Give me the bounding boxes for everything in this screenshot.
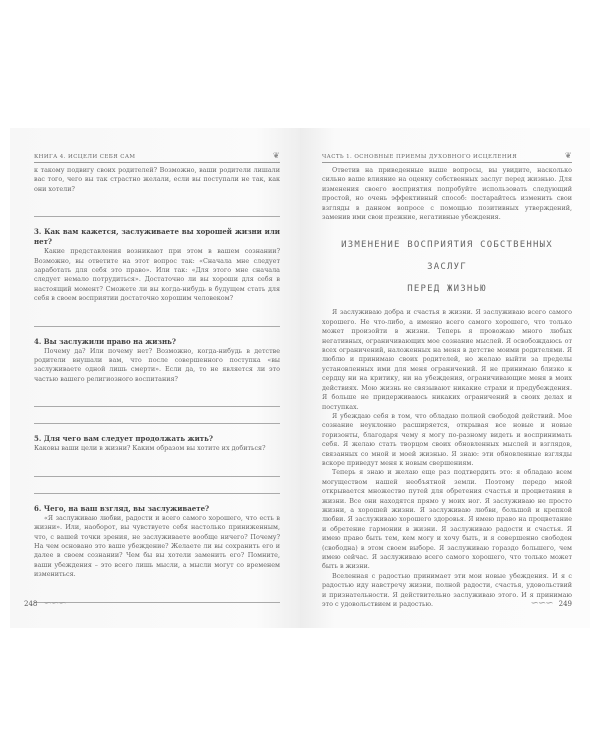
book-spread [10, 128, 590, 628]
answer-line [34, 384, 280, 407]
intro-paragraph: к такому подвигу своих родителей? Возможно, ваши родители лишали вас того, чего вы так страстно желали, если вы поступали не так, как они хотели? [34, 166, 280, 193]
answer-line [34, 407, 280, 424]
question-3-text: Какие представления возникают при этом в вашем сознании? Возможно, вы ответите на этот вопрос так: «Сначала мне следует заработать для себя это право». Или так: «Для этого мне сначала следует немало потрудиться». Достаточно ли вы хороши для себя в настоящий момент? Сможете ли вы когда-нибудь в будущем стать для себя в своем восприятии достаточно хорошим человеком? [34, 247, 280, 303]
affirmation-paragraph: Я убеждаю себя в том, что обладаю полной свободой действий. Мое сознание неуклонно расширяется, открывая все новые и новые горизонты, благодаря чему я могу по-разному видеть и воспринимать себя. Я желаю стать творцом своих обновленных мыслей и взглядов, связанных со мной и моей жизнью. Я знаю: эти обновленные взгляды вскоре приведут меня к новым свершениям. [322, 411, 572, 467]
page-footer-right [530, 598, 572, 609]
page-number: 249 [558, 599, 572, 608]
running-head-text: КНИГА 4. ИСЦЕЛИ СЕБЯ САМ [34, 154, 136, 160]
question-3-title: 3. Как вам кажется, заслуживаете вы хорошей жизни или нет? [34, 227, 280, 247]
question-6-title: 6. Чего, на ваш взгляд, вы заслуживаете? [34, 503, 210, 513]
question-4-title: 4. Вы заслужили право на жизнь? [34, 336, 176, 346]
running-head-left [34, 148, 280, 163]
flourish-ornament-icon: ∽∽∽ [530, 598, 553, 609]
question-5-title: 5. Для чего вам следует продолжать жить? [34, 434, 213, 444]
affirmation-paragraph: Я заслуживаю добра и счастья в жизни. Я заслуживаю всего самого хорошего. Не что-либо, а именно всего самого хорошего, что только может произойти в жизни. Теперь я провожаю много любых негативных, ограничивающих мое сознание мыслей. Я освобождаюсь от всех ограничений, наложенных на меня в детстве моими родителями. Я люблю и принимаю своих родителей, но желаю выйти за пределы установленных ими для меня ограничений. Я не принимаю близко к сердцу ни на критику, ни на убеждения, ограничивающие меня в моих действиях. Мою жизнь не связывают никакие страхи и предубеждения. Я больше не придерживаюсь никаких ограничений в своих делах и поступках. [322, 308, 572, 411]
question-4-text: Почему да? Или почему нет? Возможно, когда-нибудь в детстве родители внушали вам, что после совершенного поступка «вы заслуживаете одной лишь смерти». Если да, то не является ли это частью вашего религиозного воспитания? [34, 346, 280, 383]
right-page-body [322, 166, 572, 609]
intro-paragraph: Ответив на приведенные выше вопросы, вы увидите, насколько сильно ваше влияние на оценку собственных заслуг перед жизнью. Для изменения своего восприятия попробуйте использовать следующий простой, но очень эффективный способ: постарайтесь изменить свои взгляды в данном вопросе с помощью позитивных утверждений, заменив ими свои прежние, негативные убеждения. [322, 166, 572, 222]
floral-ornament-icon: ❦ [564, 151, 572, 160]
left-page-body [34, 166, 280, 603]
question-5-text: Каковы ваши цели в жизни? Каким образом вы хотите их добиться? [34, 444, 266, 453]
page-number: 248 [24, 599, 38, 608]
flourish-ornament-icon: ∽∽∽ [43, 598, 66, 609]
affirmation-paragraph: Теперь я знаю и желаю еще раз подтвердить это: я обладаю всем могуществом нашей необъятной земли. Поэтому передо мной открывается множество путей для обретения счастья и процветания в жизни. Все они находятся прямо у моих ног. Я заслуживаю не просто жизни, а хорошей жизни. Я заслуживаю любви, большой и крепкой любви. Я заслуживаю хорошего здоровья. Я имею право на процветание и обретение гармонии в жизни. Я заслуживаю радости и счастья. Я имею право быть тем, кем могу и хочу быть, и я совершенно свободен (свободна) в этом своем выборе. Я заслуживаю гораздо большего, чем имею сейчас. Я заслуживаю всего самого хорошего, что только может быть в жизни. [322, 468, 572, 571]
answer-line [34, 194, 280, 217]
question-6-text: «Я заслуживаю любви, радости и всего самого хорошего, что есть в жизни». Или, наоборот, вы чувствуете себя настолько приниженным, что, с вашей точки зрения, не заслуживаете вообще ничего? Почему? На чем основано это ваше убеждение? Желаете ли вы сохранить его и далее в своем сознании? Чем бы вы хотели заменить его? Помните, ваши убеждения – это всего лишь мысли, а мысли могут со временем измениться. [34, 513, 280, 579]
page-footer-left [24, 598, 66, 609]
left-page [10, 128, 300, 628]
section-title [322, 234, 572, 300]
answer-line [34, 580, 280, 603]
running-head-text: ЧАСТЬ 1. ОСНОВНЫЕ ПРИЕМЫ ДУХОВНОГО ИСЦЕЛЕНИЯ [322, 154, 518, 160]
section-title-line-1: ИЗМЕНЕНИЕ ВОСПРИЯТИЯ СОБСТВЕННЫХ ЗАСЛУГ [341, 240, 553, 273]
section-title-line-2: ПЕРЕД ЖИЗНЬЮ [407, 284, 487, 295]
answer-line [34, 304, 280, 327]
running-head-right [322, 148, 572, 163]
affirmation-paragraph: Вселенная с радостью принимает эти мои новые убеждения. И я с радостью иду навстречу жизни, полной радости, счастья, удовольствий и признательности. Я действительно заслуживаю этого. И я принимаю это с удовольствием и радостью. [322, 571, 572, 609]
answer-line [34, 454, 280, 477]
answer-line [34, 477, 280, 494]
floral-ornament-icon: ❦ [272, 151, 280, 160]
right-page [300, 128, 590, 628]
